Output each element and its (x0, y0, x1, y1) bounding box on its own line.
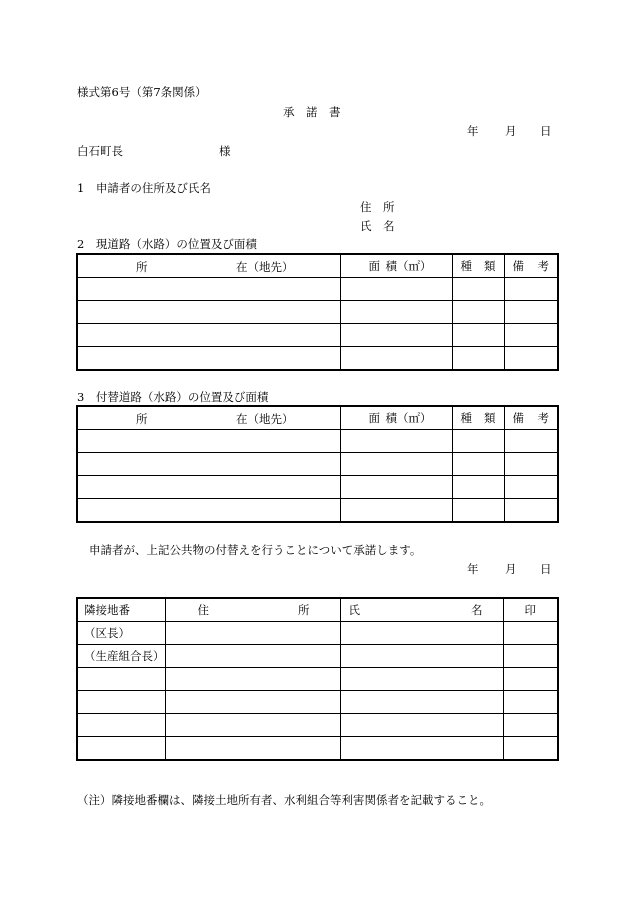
table-row (77, 278, 558, 301)
type-cell[interactable] (452, 347, 504, 371)
remarks-cell[interactable] (504, 278, 558, 301)
table-header-row (77, 406, 558, 430)
seal-cell[interactable] (503, 645, 558, 668)
remarks-cell[interactable] (504, 476, 558, 499)
location-header: 所 在（地先） (77, 254, 340, 278)
address-cell[interactable] (165, 668, 340, 691)
table-header-row (77, 254, 558, 278)
address-cell[interactable] (165, 737, 340, 761)
remarks-cell[interactable] (504, 324, 558, 347)
table-row (77, 430, 558, 453)
table-row (77, 622, 558, 645)
type-header: 種 類 (452, 254, 504, 278)
month-label: 月 (505, 562, 517, 576)
area-header: 面 積（㎡） (340, 406, 452, 430)
location-header: 所 在（地先） (77, 406, 340, 430)
remarks-cell[interactable] (504, 430, 558, 453)
neighbors-table (76, 597, 559, 761)
table-row (77, 645, 558, 668)
replacement-road-table (76, 405, 559, 523)
type-cell[interactable] (452, 476, 504, 499)
name-cell[interactable] (340, 714, 503, 737)
area-cell[interactable] (340, 499, 452, 523)
type-header: 種 類 (452, 406, 504, 430)
address-cell[interactable] (165, 714, 340, 737)
name-cell[interactable] (340, 645, 503, 668)
type-cell[interactable] (452, 499, 504, 523)
location-cell[interactable] (77, 301, 340, 324)
lot-cell: （区長） (77, 622, 165, 645)
lot-cell[interactable] (77, 737, 165, 761)
name-cell[interactable] (340, 737, 503, 761)
name-cell[interactable] (340, 691, 503, 714)
seal-cell[interactable] (503, 691, 558, 714)
type-cell[interactable] (452, 324, 504, 347)
table-row (77, 499, 558, 523)
table-header-row (77, 598, 558, 622)
lot-cell[interactable] (77, 668, 165, 691)
area-cell[interactable] (340, 476, 452, 499)
area-header: 面 積（㎡） (340, 254, 452, 278)
location-cell[interactable] (77, 347, 340, 371)
seal-cell[interactable] (503, 714, 558, 737)
applicant-address-label: 住 所 (360, 200, 395, 214)
area-cell[interactable] (340, 347, 452, 371)
location-cell[interactable] (77, 430, 340, 453)
type-cell[interactable] (452, 453, 504, 476)
lot-cell[interactable] (77, 714, 165, 737)
remarks-cell[interactable] (504, 453, 558, 476)
location-cell[interactable] (77, 278, 340, 301)
section2-heading: 2 現道路（水路）の位置及び面積 (77, 237, 257, 251)
table-row (77, 301, 558, 324)
remarks-cell[interactable] (504, 301, 558, 324)
table-row (77, 453, 558, 476)
seal-cell[interactable] (503, 668, 558, 691)
seal-cell[interactable] (503, 622, 558, 645)
applicant-name-label: 氏 名 (360, 219, 395, 233)
table-row (77, 668, 558, 691)
area-cell[interactable] (340, 278, 452, 301)
area-cell[interactable] (340, 453, 452, 476)
day-label: 日 (540, 124, 552, 138)
section3-heading: 3 付替道路（水路）の位置及び面積 (77, 390, 269, 404)
name-cell[interactable] (340, 622, 503, 645)
table-row (77, 714, 558, 737)
type-cell[interactable] (452, 430, 504, 453)
remarks-cell[interactable] (504, 499, 558, 523)
address-cell[interactable] (165, 645, 340, 668)
table-row (77, 476, 558, 499)
address-header: 住 所 (165, 598, 340, 622)
name-header: 氏 名 (340, 598, 503, 622)
area-cell[interactable] (340, 301, 452, 324)
location-cell[interactable] (77, 324, 340, 347)
lot-cell[interactable] (77, 691, 165, 714)
area-cell[interactable] (340, 430, 452, 453)
remarks-cell[interactable] (504, 347, 558, 371)
location-cell[interactable] (77, 453, 340, 476)
year-label: 年 (467, 124, 479, 138)
lot-header: 隣接地番 (77, 598, 165, 622)
lot-cell: （生産組合長） (77, 645, 165, 668)
addressee-honorific: 様 (219, 144, 231, 158)
consent-text: 申請者が、上記公共物の付替えを行うことについて承諾します。 (89, 543, 422, 557)
day-label: 日 (540, 562, 552, 576)
name-cell[interactable] (340, 668, 503, 691)
address-cell[interactable] (165, 622, 340, 645)
page-title: 承 諾 書 (283, 105, 341, 119)
area-cell[interactable] (340, 324, 452, 347)
seal-cell[interactable] (503, 737, 558, 761)
addressee-name: 白石町長 (77, 144, 123, 158)
location-cell[interactable] (77, 476, 340, 499)
current-road-table (76, 253, 559, 371)
seal-header: 印 (503, 598, 558, 622)
remarks-header: 備 考 (504, 254, 558, 278)
section1-heading: 1 申請者の住所及び氏名 (77, 181, 211, 195)
table-row (77, 691, 558, 714)
location-cell[interactable] (77, 499, 340, 523)
table-row (77, 324, 558, 347)
type-cell[interactable] (452, 301, 504, 324)
remarks-header: 備 考 (504, 406, 558, 430)
address-cell[interactable] (165, 691, 340, 714)
month-label: 月 (505, 124, 517, 138)
table-row (77, 347, 558, 371)
table-row (77, 737, 558, 761)
form-number: 様式第6号（第7条関係） (77, 85, 207, 99)
type-cell[interactable] (452, 278, 504, 301)
footnote: （注）隣接地番欄は、隣接土地所有者、水利組合等利害関係者を記載すること。 (77, 793, 491, 807)
year-label: 年 (467, 562, 479, 576)
